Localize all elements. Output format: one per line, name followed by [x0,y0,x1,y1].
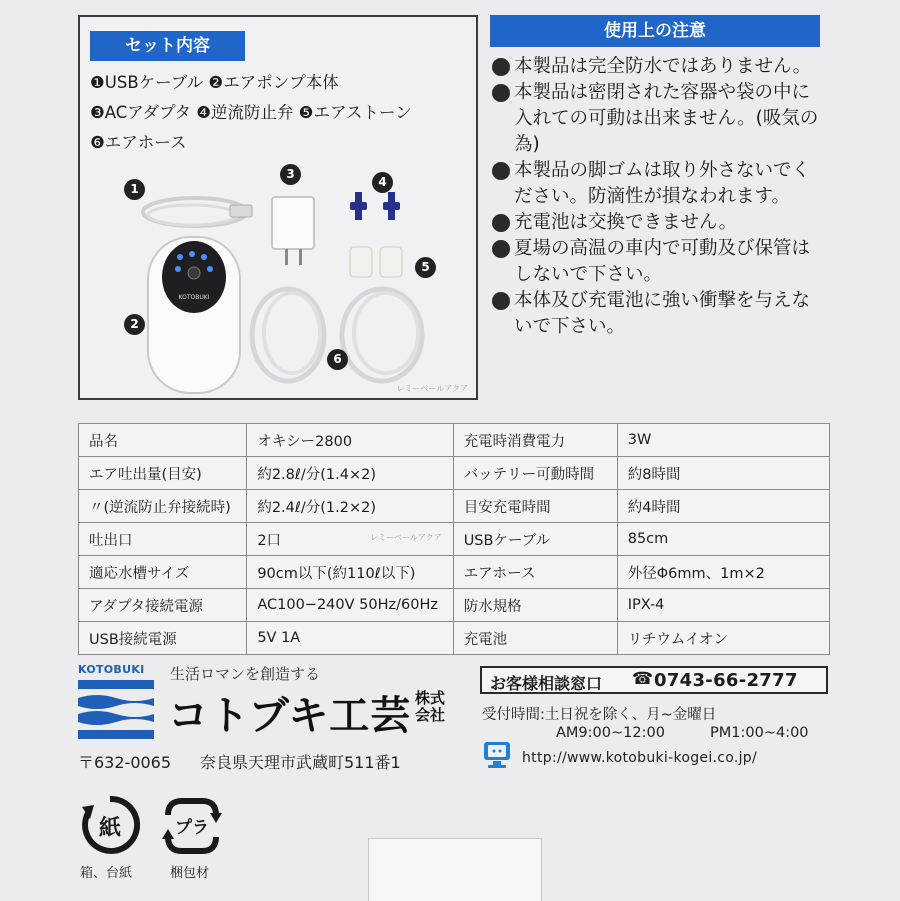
spec-key: 〃(逆流防止弁接続時) [79,490,247,523]
company-url: http://www.kotobuki-kogei.co.jp/ [522,750,758,766]
callout-4: 4 [372,172,393,193]
plastic-recycle-mark [162,795,222,857]
spec-key: 充電池 [453,622,617,655]
phone-icon: ☎ [632,669,654,689]
table-watermark: レミーベールアクア [370,533,442,542]
spec-key: 防水規格 [453,589,617,622]
air-stone-illustration [350,247,402,277]
spec-value: 約4時間 [617,490,829,523]
paper-mark-text: 紙 [98,816,122,841]
postal-code: 〒632-0065 [78,753,172,772]
callout-6: 6 [327,349,348,370]
spec-key: USB接続電源 [79,622,247,655]
business-hours: 受付時間:土日祝を除く、月~金曜日 [482,707,717,723]
spec-value: AC100−240V 50Hz/60Hz [247,589,453,622]
callout-5: 5 [415,257,436,278]
usb-cable-illustration [143,198,252,226]
paper-recycle-mark [80,795,140,857]
caution-item: 充電池は交換できません。 [492,210,828,236]
table-row [79,457,830,490]
air-pump-illustration [148,237,240,393]
brand-logo [78,678,154,740]
spec-key: バッテリー可動時間 [453,457,617,490]
spec-value: IPX-4 [617,589,829,622]
contact-label: お客様相談窓口 [490,674,603,693]
caution-item: 本製品の脚ゴムは取り外さないでください。防滴性が損なわれます。 [492,158,828,210]
spec-key: 充電時消費電力 [453,424,617,457]
company-suffix: 株式会社 [415,689,446,724]
plastic-mark-text: プラ [175,818,209,838]
spec-key: 品名 [79,424,247,457]
spec-value: リチウムイオン [617,622,829,655]
set-contents-label: セット内容 [90,31,245,61]
table-row [79,622,830,655]
plastic-recycle-caption: 梱包材 [170,866,210,881]
callout-3: 3 [280,164,301,185]
table-row [79,556,830,589]
hours-afternoon: PM1:00~4:00 [710,725,809,741]
caution-item: 本体及び充電池に強い衝撃を与えないで下さい。 [492,288,828,340]
customer-contact-box [480,666,828,694]
contents-line: ❶USBケーブル ❷エアポンプ本体 [90,73,339,92]
set-contents-panel [78,15,478,400]
spec-key: エア吐出量(目安) [79,457,247,490]
company-name: コトブキ工芸 [168,693,412,739]
pump-brand-text: KOTOBUKI [178,294,210,301]
paper-recycle-caption: 箱、台紙 [80,866,133,881]
table-row [79,589,830,622]
spec-key: アダプタ接続電源 [79,589,247,622]
company-address: 奈良県天理市武蔵町511番1 [200,753,401,772]
check-valve-illustration [350,192,400,220]
callout-1: 1 [124,179,145,200]
spec-value: 2口 [247,523,453,556]
computer-icon [482,740,512,770]
table-row [79,424,830,457]
ac-adapter-illustration [272,197,314,265]
spec-value: 約2.8ℓ/分(1.4×2) [247,457,453,490]
spec-value: 85cm [617,523,829,556]
spec-key: エアホース [453,556,617,589]
spec-value: 約8時間 [617,457,829,490]
company-tagline: 生活ロマンを創造する [170,665,321,683]
contents-line: ❻エアホース [90,133,187,152]
caution-item: 本製品は密閉された容器や袋の中に入れての可動は出来ません。(吸気の為) [492,80,828,158]
photo-watermark: レミーベールアクア [396,384,468,393]
table-row [79,523,830,556]
spec-key: 吐出口 [79,523,247,556]
spec-key: 目安充電時間 [453,490,617,523]
spec-key: USBケーブル [453,523,617,556]
spec-value: 5V 1A [247,622,453,655]
spec-value: オキシー2800 [247,424,453,457]
spec-value: 外径Φ6mm、1m×2 [617,556,829,589]
caution-item: 夏場の高温の車内で可動及び保管はしないで下さい。 [492,236,828,288]
caution-label: 使用上の注意 [490,15,820,47]
spec-value: 3W [617,424,829,457]
spec-value: 約2.4ℓ/分(1.2×2) [247,490,453,523]
phone-number: 0743-66-2777 [654,670,798,691]
caution-item: 本製品は完全防水ではありません。 [492,54,828,80]
spec-value: 90cm以下(約110ℓ以下) [247,556,453,589]
contents-line: ❸ACアダプタ ❹逆流防止弁 ❺エアストーン [90,103,412,122]
callout-2: 2 [124,314,145,335]
spec-key: 適応水槽サイズ [79,556,247,589]
table-row [79,490,830,523]
barcode-label-area [368,838,542,901]
spec-table [78,423,830,655]
hours-morning: AM9:00~12:00 [556,725,665,741]
brand-wordmark: KOTOBUKI [78,663,145,676]
caution-list [492,54,828,340]
